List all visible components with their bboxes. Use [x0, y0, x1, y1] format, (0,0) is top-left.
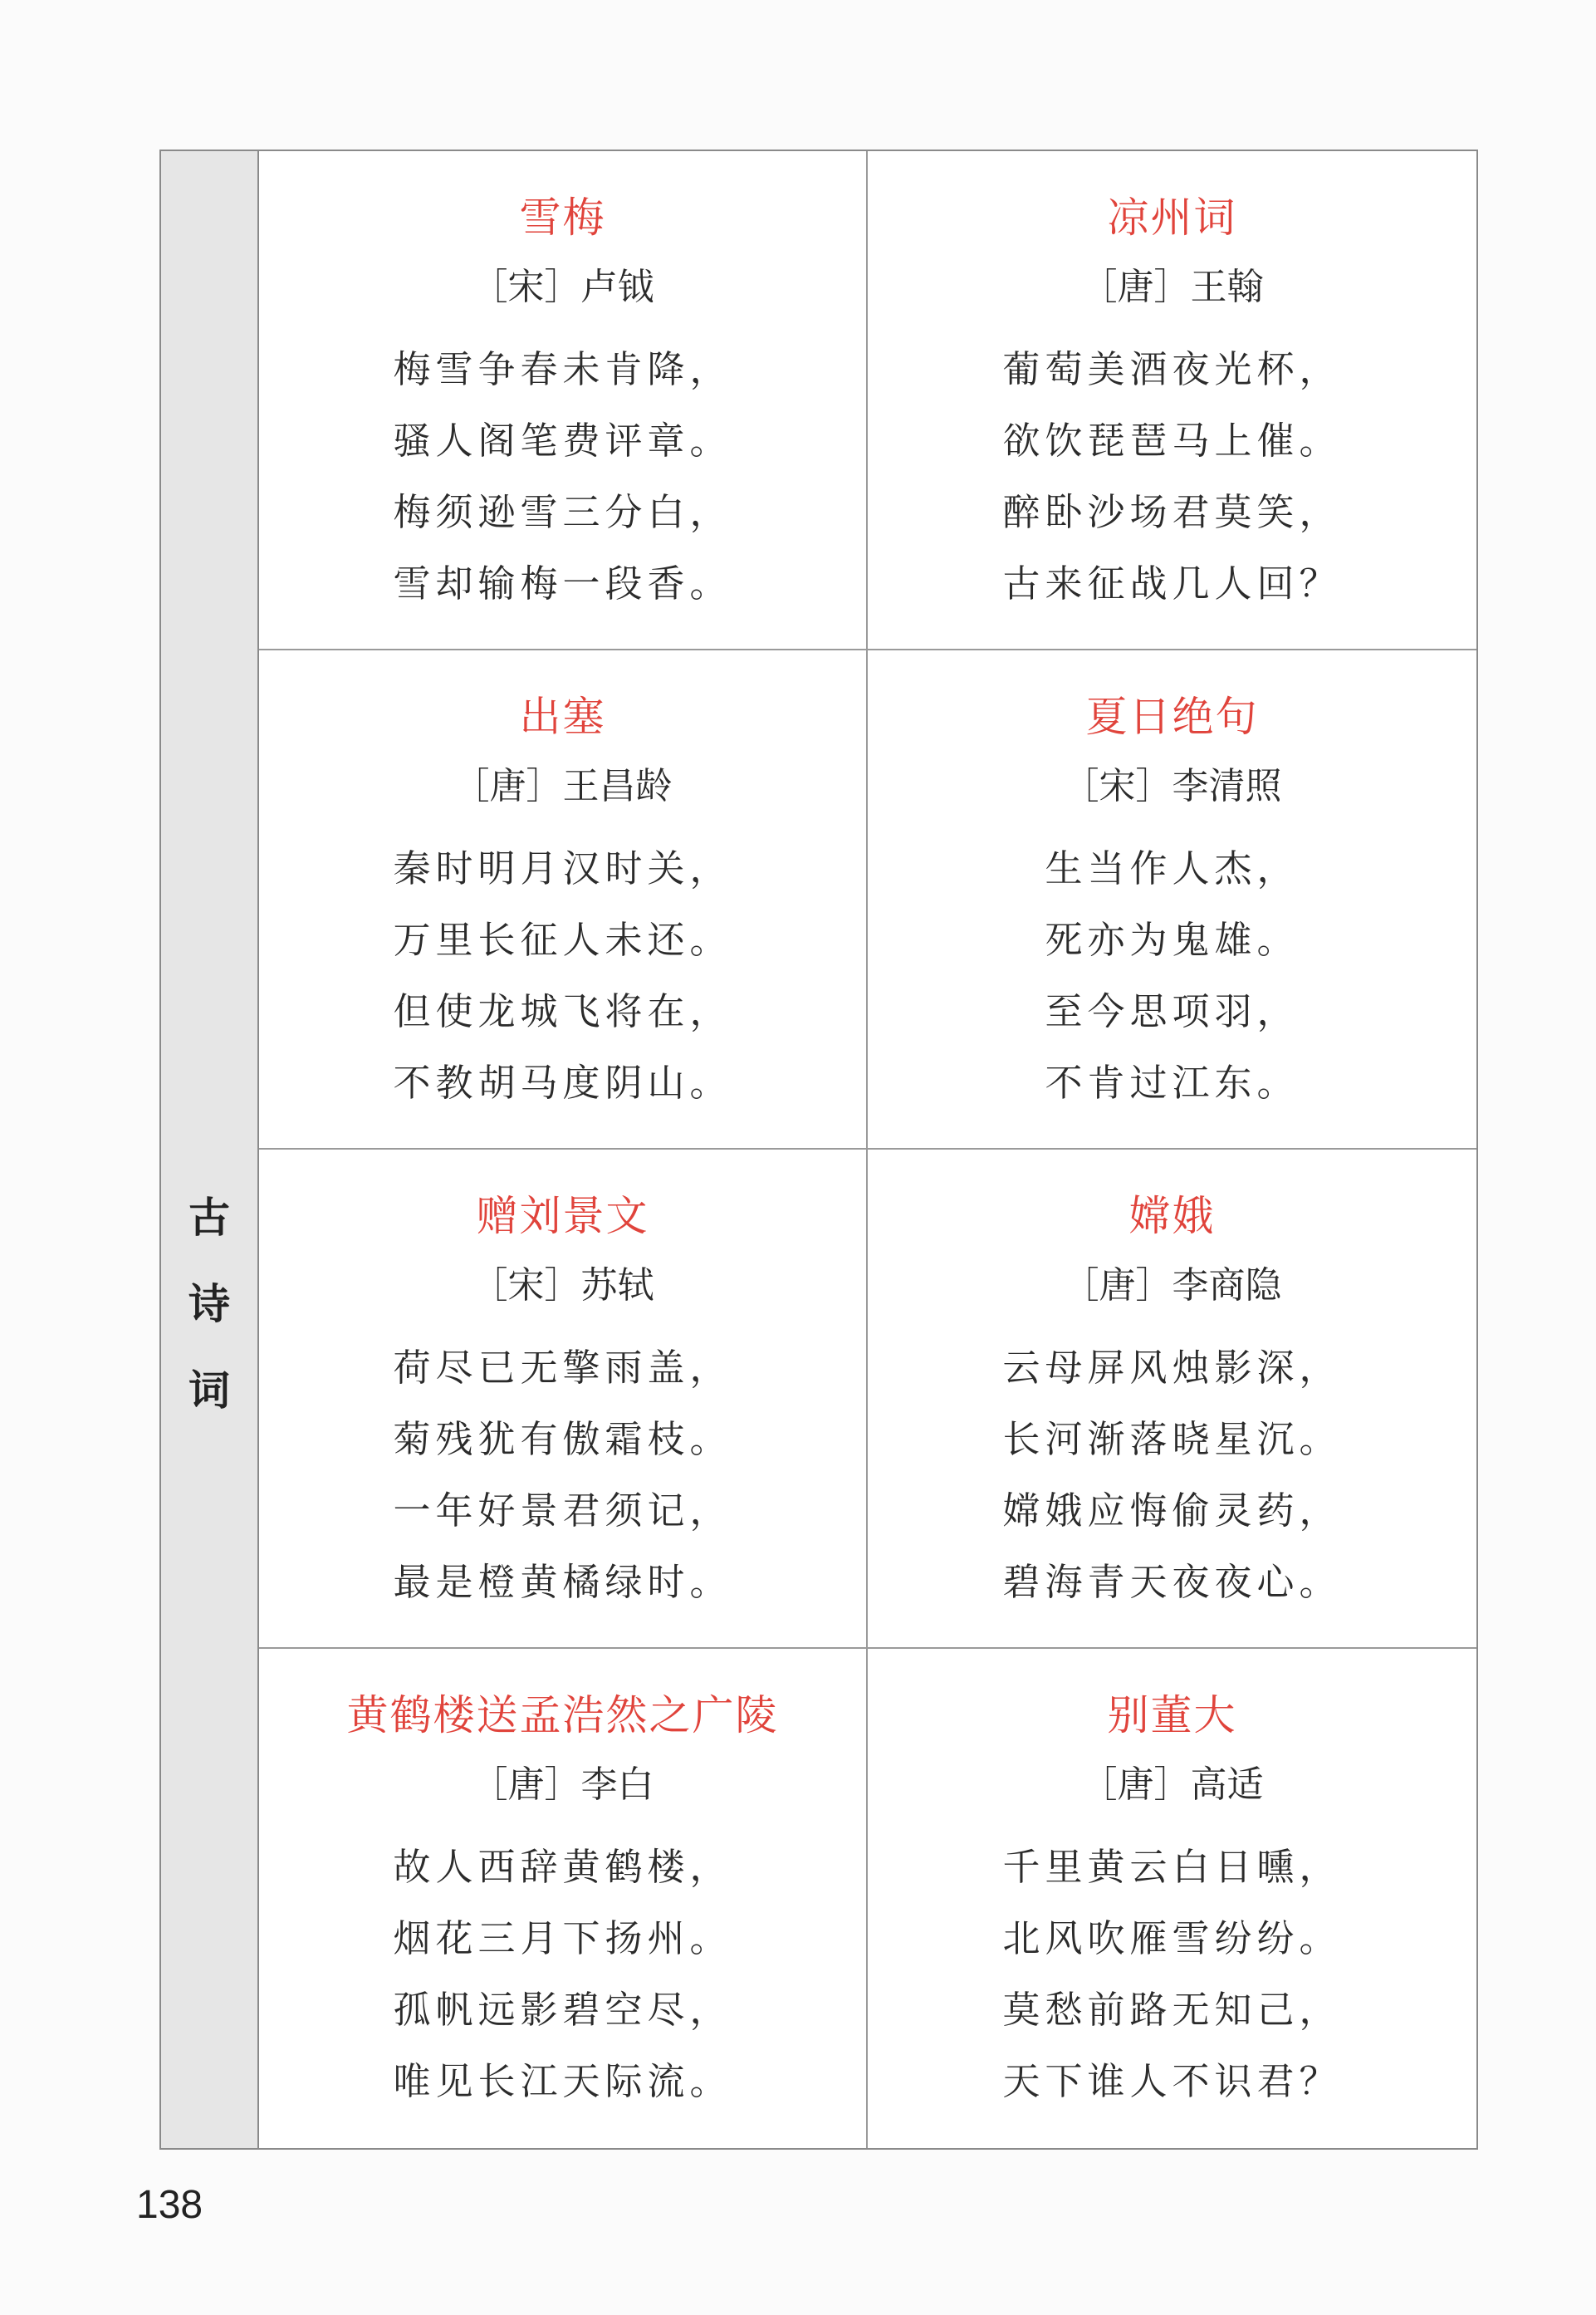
poem-card — [259, 650, 868, 1150]
section-label-char: 古 — [188, 1194, 230, 1242]
poem-lines — [393, 833, 732, 1119]
page-number: 138 — [136, 2183, 203, 2227]
poem-line: 长河渐落晓星沉。 — [1002, 1417, 1342, 1461]
poem-line: 北风吹雁雪纷纷。 — [1002, 1916, 1342, 1960]
poem-line: 秦时明月汉时关， — [393, 846, 732, 890]
poem-line: 不肯过江东。 — [1045, 1061, 1300, 1105]
poem-card — [259, 1649, 868, 2148]
poem-lines — [1002, 334, 1341, 620]
poem-line: 千里黄云白日曛， — [1002, 1845, 1342, 1889]
poem-author: ［宋］苏轼 — [471, 1264, 654, 1307]
poem-line: 一年好景君须记， — [393, 1489, 732, 1533]
poem-lines — [1045, 833, 1299, 1119]
poem-card — [259, 1150, 868, 1649]
poem-card — [868, 650, 1476, 1150]
poem-author: ［唐］李商隐 — [1062, 1264, 1282, 1307]
poem-title: 凉州词 — [1107, 194, 1237, 242]
poem-table — [159, 150, 1478, 2150]
poem-line: 生当作人杰， — [1045, 846, 1300, 890]
poem-line: 梅须逊雪三分白， — [393, 490, 732, 534]
poem-line: 云母屏风烛影深， — [1002, 1346, 1342, 1390]
poem-title: 嫦娥 — [1128, 1192, 1216, 1240]
section-sidebar — [161, 151, 259, 2148]
poem-lines — [1002, 1332, 1341, 1618]
section-label-char: 词 — [188, 1366, 230, 1415]
poem-line: 烟花三月下扬州。 — [393, 1916, 732, 1960]
poem-line: 菊残犹有傲霜枝。 — [393, 1417, 732, 1461]
poem-line: 天下谁人不识君？ — [1002, 2059, 1342, 2103]
poem-title: 别董大 — [1107, 1691, 1237, 1739]
poem-line: 孤帆远影碧空尽， — [393, 1988, 732, 2032]
section-label-char: 诗 — [188, 1280, 230, 1328]
poem-author: ［宋］卢钺 — [471, 266, 654, 308]
poem-line: 但使龙城飞将在， — [393, 989, 732, 1033]
poem-author: ［唐］王昌龄 — [453, 765, 673, 807]
poem-line: 雪却输梅一段香。 — [393, 562, 732, 606]
poem-line: 死亦为鬼雄。 — [1045, 918, 1300, 962]
poem-author: ［唐］高适 — [1080, 1763, 1264, 1806]
section-label — [161, 1175, 257, 1434]
poem-line: 至今思项羽， — [1045, 989, 1300, 1033]
poem-line: 醉卧沙场君莫笑， — [1002, 490, 1342, 534]
poem-author: ［唐］王翰 — [1080, 266, 1264, 308]
poem-card — [868, 1649, 1476, 2148]
poem-title: 黄鹤楼送孟浩然之广陵 — [346, 1691, 779, 1739]
poem-line: 嫦娥应悔偷灵药， — [1002, 1489, 1342, 1533]
poem-author: ［唐］李白 — [471, 1763, 654, 1806]
poem-author: ［宋］李清照 — [1062, 765, 1282, 807]
poem-lines — [393, 1832, 732, 2117]
poem-line: 不教胡马度阴山。 — [393, 1061, 732, 1105]
poem-line: 欲饮琵琶马上催。 — [1002, 419, 1342, 463]
poem-line: 葡萄美酒夜光杯， — [1002, 347, 1342, 391]
poem-grid — [259, 151, 1476, 2148]
poem-line: 梅雪争春未肯降， — [393, 347, 732, 391]
poem-title: 夏日绝句 — [1085, 693, 1259, 741]
poem-line: 万里长征人未还。 — [393, 918, 732, 962]
poem-title: 出塞 — [519, 693, 606, 741]
poem-lines — [393, 1332, 732, 1618]
poem-line: 唯见长江天际流。 — [393, 2059, 732, 2103]
poem-card — [868, 1150, 1476, 1649]
poem-line: 荷尽已无擎雨盖， — [393, 1346, 732, 1390]
poem-line: 最是橙黄橘绿时。 — [393, 1560, 732, 1604]
poem-line: 碧海青天夜夜心。 — [1002, 1560, 1342, 1604]
poem-line: 骚人阁笔费评章。 — [393, 419, 732, 463]
poem-line: 故人西辞黄鹤楼， — [393, 1845, 732, 1889]
poem-title: 赠刘景文 — [476, 1192, 649, 1240]
poem-card — [259, 151, 868, 650]
poem-line: 莫愁前路无知己， — [1002, 1988, 1342, 2032]
poem-lines — [1002, 1832, 1341, 2117]
poem-title: 雪梅 — [519, 194, 606, 242]
poem-lines — [393, 334, 732, 620]
poem-card — [868, 151, 1476, 650]
poem-line: 古来征战几人回？ — [1002, 562, 1342, 606]
